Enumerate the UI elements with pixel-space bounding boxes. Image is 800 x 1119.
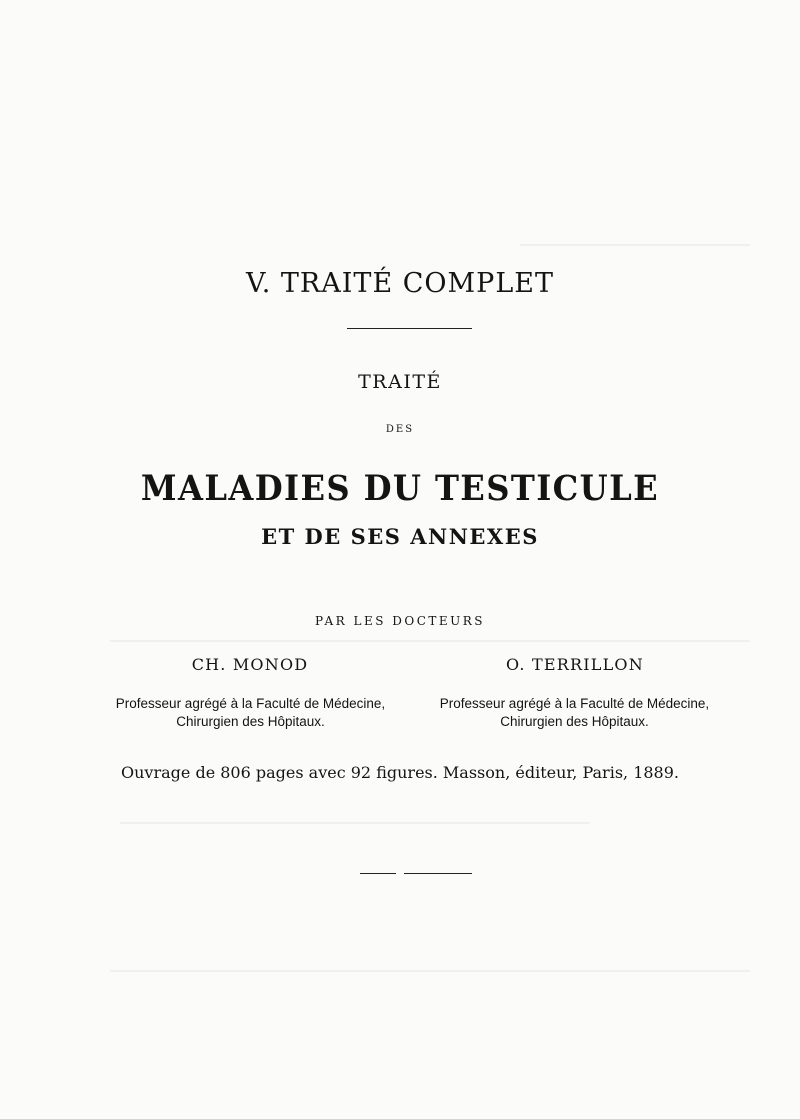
author-name-terrillon: O. TERRILLON	[506, 655, 644, 674]
book-subtitle: ET DE SES ANNEXES	[261, 524, 539, 549]
top-divider	[347, 328, 472, 329]
publication-details: Ouvrage de 806 pages avec 92 figures. Masson, éditeur, Paris, 1889.	[121, 763, 679, 782]
bleed-through-mark	[110, 970, 750, 972]
book-title: MALADIES DU TESTICULE	[140, 468, 660, 509]
credential-line: Chirurgien des Hôpitaux.	[500, 714, 649, 729]
book-heading: TRAITÉ	[358, 371, 442, 393]
bottom-divider	[404, 873, 472, 874]
credential-line: Professeur agrégé à la Faculté de Médecine,	[439, 696, 710, 711]
bleed-through-mark	[120, 822, 590, 824]
bleed-through-mark	[520, 244, 750, 246]
author-name-monod: CH. MONOD	[191, 655, 309, 674]
credential-line: Professeur agrégé à la Faculté de Médecine,	[115, 696, 386, 711]
bottom-divider	[360, 873, 396, 874]
credential-line: Chirurgien des Hôpitaux.	[176, 714, 325, 729]
authors-intro: PAR LES DOCTEURS	[314, 614, 486, 628]
author-credentials-terrillon	[422, 695, 727, 731]
author-credentials-monod	[98, 695, 403, 731]
book-connector: DES	[385, 424, 415, 435]
bleed-through-mark	[110, 640, 750, 642]
section-title: V. TRAITÉ COMPLET	[245, 268, 554, 299]
